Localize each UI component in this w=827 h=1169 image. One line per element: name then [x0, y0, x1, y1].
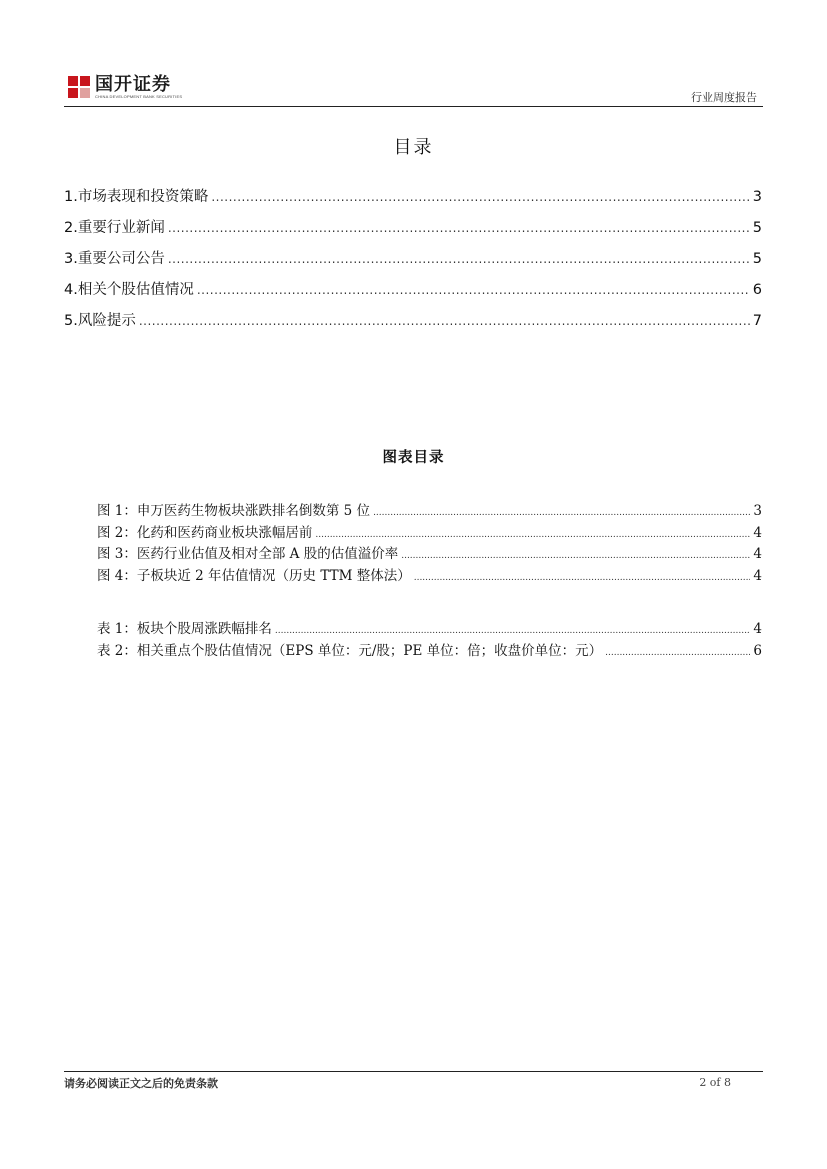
figure-entry[interactable]: [97, 521, 762, 543]
toc-entry-page: 5: [752, 251, 762, 267]
disclaimer-note: 请务必阅读正文之后的免责条款: [64, 1077, 218, 1090]
figure-entry-page: 4: [753, 567, 762, 584]
figure-entry-page: 4: [753, 524, 762, 541]
dot-leader: [315, 525, 750, 541]
toc-entry[interactable]: [64, 247, 762, 278]
dot-leader: [373, 503, 750, 519]
toc-title: 目录: [393, 137, 434, 158]
footer-divider: [64, 1071, 763, 1072]
dot-leader: [605, 643, 750, 659]
figure-entry-label: 图 2：化药和医药商业板块涨幅居前: [97, 524, 313, 541]
logo-subtitle: CHINA DEVELOPMENT BANK SECURITIES: [95, 94, 183, 99]
dot-leader: [197, 282, 750, 298]
toc-entry-page: 7: [752, 313, 762, 329]
company-logo: [68, 75, 182, 101]
logo-name: 国开证券: [95, 74, 171, 95]
figure-list-title: 图表目录: [382, 449, 445, 466]
dot-leader: [168, 251, 750, 267]
figure-entry-label: 图 4：子板块近 2 年估值情况（历史 TTM 整体法）: [97, 567, 411, 584]
table-entry-page: 4: [753, 621, 762, 637]
dot-leader: [414, 568, 751, 584]
table-entry-label: 表 2：相关重点个股估值情况（EPS 单位：元/股；PE 单位：倍；收盘价单位：元）: [97, 642, 603, 659]
toc-entry-page: 5: [752, 220, 762, 236]
table-entry[interactable]: [97, 639, 762, 661]
toc-entry[interactable]: [64, 278, 762, 309]
toc-entry-label: 2.重要行业新闻: [64, 220, 165, 236]
figure-list: [97, 499, 762, 585]
figure-entry-page: 4: [753, 546, 762, 562]
figure-entry-label: 图 1：申万医药生物板块涨跌排名倒数第 5 位: [97, 503, 371, 519]
figure-entry-label: 图 3：医药行业估值及相对全部 A 股的估值溢价率: [97, 546, 399, 562]
page-number: 2 of 8: [699, 1076, 731, 1089]
toc-entry-label: 3.重要公司公告: [64, 251, 165, 267]
toc-entry-label: 1.市场表现和投资策略: [64, 189, 209, 205]
toc-entry[interactable]: [64, 216, 762, 247]
toc-entry-label: 5.风险提示: [64, 313, 136, 329]
dot-leader: [275, 621, 751, 637]
toc-entry[interactable]: [64, 185, 762, 216]
dot-leader: [401, 546, 750, 562]
header-divider: [64, 106, 763, 107]
toc-list: [64, 185, 762, 340]
dot-leader: [139, 313, 750, 329]
table-entry-page: 6: [753, 642, 762, 659]
toc-entry-label: 4.相关个股估值情况: [64, 282, 194, 298]
figure-entry[interactable]: [97, 564, 762, 586]
figure-entry[interactable]: [97, 499, 762, 521]
toc-entry[interactable]: [64, 309, 762, 340]
dot-leader: [211, 189, 749, 205]
toc-entry-page: 3: [752, 189, 762, 205]
table-entry[interactable]: [97, 617, 762, 639]
table-list: [97, 617, 762, 660]
figure-entry[interactable]: [97, 542, 762, 564]
figure-entry-page: 3: [753, 503, 762, 519]
toc-entry-page: 6: [752, 282, 762, 298]
report-type: 行业周度报告: [691, 91, 757, 104]
logo-mark-icon: [68, 76, 90, 98]
table-entry-label: 表 1：板块个股周涨跌幅排名: [97, 621, 272, 637]
dot-leader: [168, 220, 750, 236]
